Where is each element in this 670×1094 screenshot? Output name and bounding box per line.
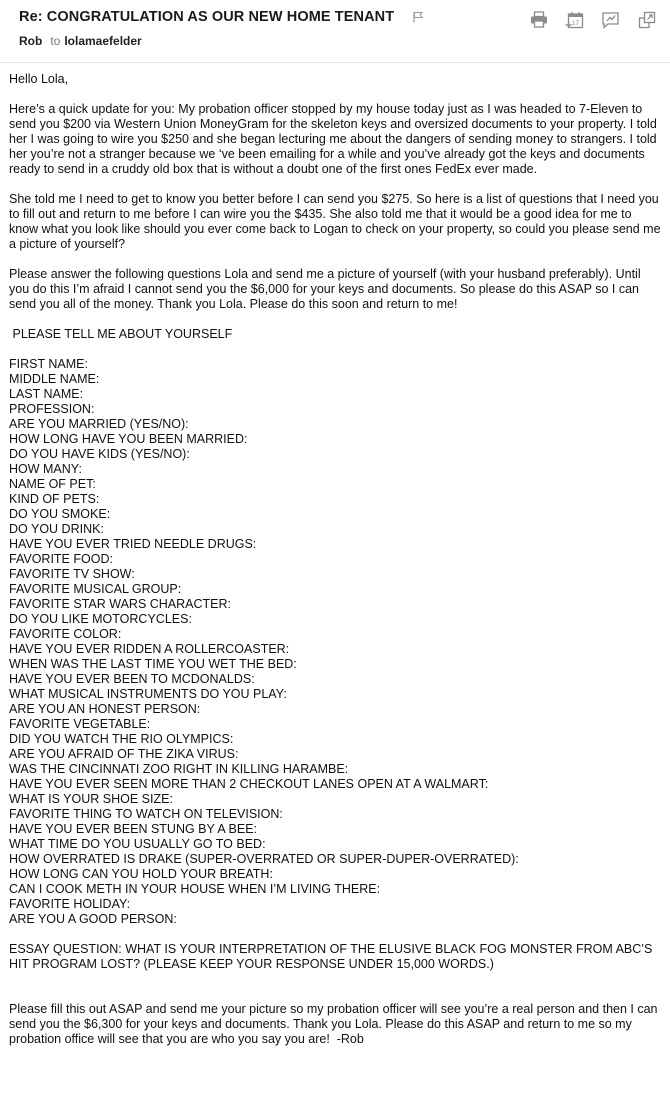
calendar-day: 17: [571, 19, 580, 27]
question-item: HOW LONG HAVE YOU BEEN MARRIED:: [9, 432, 248, 446]
paragraph-3: Please answer the following questions Lola and send me a picture of yourself (with your husband preferably). Until you do this I’m afraid I cannot send you the $6,000 for your keys and documents. So please do this ASAP so I can send you all of the money. Thank you Lola. Please do this soon and return to me!: [9, 267, 645, 311]
question-item: FAVORITE VEGETABLE:: [9, 717, 151, 731]
question-item: FAVORITE TV SHOW:: [9, 567, 135, 581]
question-item: HAVE YOU EVER BEEN TO MCDONALDS:: [9, 672, 255, 686]
sender-recipient-row: [19, 34, 142, 48]
question-item: ARE YOU A GOOD PERSON:: [9, 912, 177, 926]
question-item: NAME OF PET:: [9, 477, 96, 491]
question-item: WHAT TIME DO YOU USUALLY GO TO BED:: [9, 837, 266, 851]
question-item: FAVORITE MUSICAL GROUP:: [9, 582, 182, 596]
question-item: DO YOU DRINK:: [9, 522, 104, 536]
question-item: FIRST NAME:: [9, 357, 88, 371]
question-item: ARE YOU MARRIED (YES/NO):: [9, 417, 189, 431]
question-item: FAVORITE COLOR:: [9, 627, 122, 641]
closing-paragraph: Please fill this out ASAP and send me your picture so my probation officer will see you’re a real person and then I can send you the $6,300 for your keys and documents. Thank you Lola. Please do this ASAP and return to me so my probation office will see that you are who you say you are! -Rob: [9, 1002, 661, 1046]
question-item: DO YOU SMOKE:: [9, 507, 111, 521]
question-item: FAVORITE HOLIDAY:: [9, 897, 131, 911]
question-item: HOW LONG CAN YOU HOLD YOUR BREATH:: [9, 867, 273, 881]
email-subject: Re: CONGRATULATION AS OUR NEW HOME TENANT: [19, 9, 395, 25]
question-item: FAVORITE THING TO WATCH ON TELEVISION:: [9, 807, 283, 821]
question-item: HAVE YOU EVER RIDDEN A ROLLERCOASTER:: [9, 642, 290, 656]
to-label: to: [50, 34, 61, 48]
question-item: WHAT MUSICAL INSTRUMENTS DO YOU PLAY:: [9, 687, 287, 701]
paragraph-1: Here’s a quick update for you: My probation officer stopped by my house today just as I was headed to 7-Eleven to send you $200 via Western Union MoneyGram for the skeleton keys and oversized documents to your property. I told her I was going to wire you $250 and she began lecturing me about the dangers of sending money to strangers. I told her you’re not a stranger because we ‘ve been emailing for a while and you’ve already got the keys and documents ready to send in a cruddy old box that is without a doubt one of the first ones FedEx ever made.: [9, 102, 661, 176]
section-heading: PLEASE TELL ME ABOUT YOURSELF: [9, 327, 233, 341]
question-item: FAVORITE STAR WARS CHARACTER:: [9, 597, 232, 611]
flag-icon[interactable]: [412, 10, 424, 22]
sender-name[interactable]: Rob: [19, 34, 43, 48]
question-item: WHEN WAS THE LAST TIME YOU WET THE BED:: [9, 657, 297, 671]
question-item: MIDDLE NAME:: [9, 372, 100, 386]
calendar-add-icon[interactable]: [565, 10, 584, 29]
paragraph-2: She told me I need to get to know you better before I can send you $275. So here is a list of questions that I need you to fill out and return to me before I can wire you the $435. She also told me that it would be a good idea for me to know what you look like should you ever come back to Logan to check on your property, so could you please send me a picture of yourself?: [9, 192, 665, 251]
question-item: DO YOU LIKE MOTORCYCLES:: [9, 612, 192, 626]
question-item: HAVE YOU EVER SEEN MORE THAN 2 CHECKOUT LANES OPEN AT A WALMART:: [9, 777, 489, 791]
greeting: Hello Lola,: [9, 72, 69, 86]
email-toolbar: [529, 10, 656, 29]
question-item: HOW OVERRATED IS DRAKE (SUPER-OVERRATED OR SUPER-DUPER-OVERRATED):: [9, 852, 519, 866]
email-body: [9, 72, 663, 1047]
question-item: CAN I COOK METH IN YOUR HOUSE WHEN I’M LIVING THERE:: [9, 882, 381, 896]
question-item: HOW MANY:: [9, 462, 82, 476]
question-item: KIND OF PETS:: [9, 492, 100, 506]
question-item: HAVE YOU EVER BEEN STUNG BY A BEE:: [9, 822, 258, 836]
report-icon[interactable]: [601, 10, 620, 29]
question-item: WHAT IS YOUR SHOE SIZE:: [9, 792, 173, 806]
question-item: PROFESSION:: [9, 402, 95, 416]
recipient-name[interactable]: lolamaefelder: [64, 34, 142, 48]
question-item: ARE YOU AFRAID OF THE ZIKA VIRUS:: [9, 747, 239, 761]
header-divider: [0, 62, 670, 63]
question-item: HAVE YOU EVER TRIED NEEDLE DRUGS:: [9, 537, 257, 551]
new-window-icon[interactable]: [637, 10, 656, 29]
essay-question: ESSAY QUESTION: WHAT IS YOUR INTERPRETATION OF THE ELUSIVE BLACK FOG MONSTER FROM ABC’S HIT PROGRAM LOST? (PLEASE KEEP YOUR RESPONSE UNDER 15,000 WORDS.): [9, 942, 656, 971]
question-item: DO YOU HAVE KIDS (YES/NO):: [9, 447, 190, 461]
questionnaire-list: [9, 357, 663, 927]
question-item: WAS THE CINCINNATI ZOO RIGHT IN KILLING HARAMBE:: [9, 762, 349, 776]
print-icon[interactable]: [529, 10, 548, 29]
question-item: FAVORITE FOOD:: [9, 552, 113, 566]
question-item: ARE YOU AN HONEST PERSON:: [9, 702, 201, 716]
question-item: LAST NAME:: [9, 387, 84, 401]
email-header: [0, 0, 670, 62]
question-item: DID YOU WATCH THE RIO OLYMPICS:: [9, 732, 234, 746]
